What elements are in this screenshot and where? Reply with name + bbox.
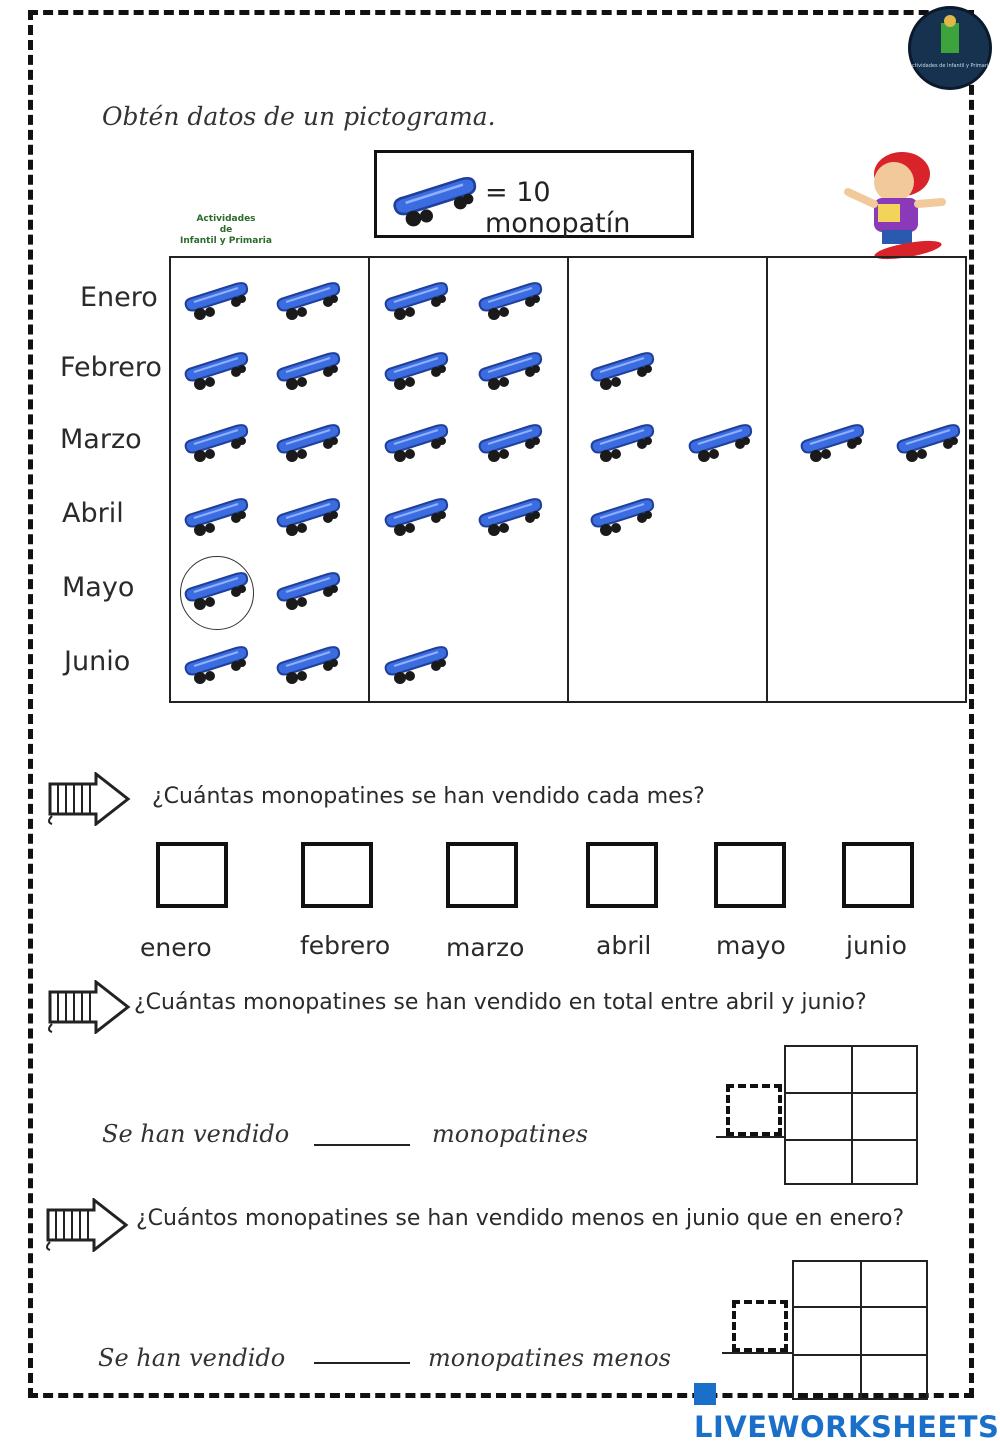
skateboard-icon <box>380 276 450 322</box>
answer-box-marzo[interactable] <box>446 842 518 908</box>
brand-logo <box>908 6 992 90</box>
logo-circle-text: Actividades de Infantil y Primaria <box>911 63 989 69</box>
answer-blank-3[interactable] <box>314 1362 410 1364</box>
skateboard-icon <box>892 418 962 464</box>
skateboard-icon <box>180 346 250 392</box>
grid-divider <box>368 258 370 701</box>
skateboard-icon <box>272 492 342 538</box>
answer-box-mayo[interactable] <box>714 842 786 908</box>
grid-divider <box>766 258 768 701</box>
skateboard-icon <box>380 346 450 392</box>
answer-prefix-3: Se han vendido <box>98 1344 286 1372</box>
question-3: ¿Cuántos monopatines se han vendido menos en junio que en enero? <box>136 1206 905 1231</box>
skateboard-icon <box>586 418 656 464</box>
answer-prefix-2: Se han vendido <box>102 1120 290 1148</box>
skateboard-icon <box>474 418 544 464</box>
answer-blank-2[interactable] <box>314 1144 410 1146</box>
month-label-enero: Enero <box>80 282 158 313</box>
skateboard-icon <box>796 418 866 464</box>
skateboard-icon <box>474 276 544 322</box>
page-title: Obtén datos de un pictograma. <box>102 102 496 131</box>
skateboard-icon <box>272 640 342 686</box>
skateboard-icon <box>474 492 544 538</box>
question-2: ¿Cuántas monopatines se han vendido en total entre abril y junio? <box>134 990 867 1015</box>
pictogram-key <box>374 150 694 238</box>
box-label-febrero: febrero <box>300 931 391 960</box>
skateboard-icon <box>272 276 342 322</box>
arrow-pointer-icon <box>44 980 132 1034</box>
skateboard-icon <box>272 566 342 612</box>
legend-text: = 10 monopatín <box>485 177 631 239</box>
arrow-pointer-icon <box>42 1198 130 1252</box>
skateboard-icon <box>380 418 450 464</box>
liveworksheets-watermark <box>694 1376 1000 1444</box>
arrow-pointer-icon <box>44 772 132 826</box>
skateboard-icon <box>586 492 656 538</box>
skateboard-icon <box>380 640 450 686</box>
logo-emblem-icon <box>911 9 989 87</box>
small-logo <box>176 214 276 247</box>
skateboard-icon <box>180 640 250 686</box>
month-label-abril: Abril <box>62 498 124 529</box>
skateboard-icon <box>383 169 483 229</box>
box-label-mayo: mayo <box>716 931 786 960</box>
calc-grid-2[interactable] <box>784 1045 918 1185</box>
small-logo-line: Infantil y Primaria <box>180 236 272 246</box>
liveworksheets-logo-icon <box>694 1383 716 1405</box>
skateboard-icon <box>380 492 450 538</box>
month-label-marzo: Marzo <box>60 424 142 455</box>
answer-box-enero[interactable] <box>156 842 228 908</box>
skateboard-icon <box>180 418 250 464</box>
skateboard-icon <box>180 492 250 538</box>
skateboard-icon <box>474 346 544 392</box>
month-label-junio: Junio <box>64 646 131 677</box>
carry-box-3[interactable] <box>732 1300 788 1352</box>
carry-box-2[interactable] <box>726 1084 782 1136</box>
box-label-marzo: marzo <box>446 933 525 962</box>
skateboard-icon <box>586 346 656 392</box>
operation-line <box>716 1136 786 1138</box>
mayo-first-icon-circle <box>180 556 254 630</box>
box-label-abril: abril <box>596 931 652 960</box>
box-label-enero: enero <box>140 933 212 962</box>
month-label-mayo: Mayo <box>62 572 135 603</box>
box-label-junio: junio <box>846 931 907 960</box>
pictogram-grid <box>169 256 967 703</box>
answer-box-febrero[interactable] <box>301 842 373 908</box>
month-label-febrero: Febrero <box>60 352 162 383</box>
skateboard-icon <box>272 418 342 464</box>
skater-girl-illustration <box>830 138 950 262</box>
answer-box-abril[interactable] <box>586 842 658 908</box>
question-1: ¿Cuántas monopatines se han vendido cada mes? <box>152 784 705 809</box>
small-logo-line: Actividades <box>196 214 256 224</box>
operation-line <box>722 1352 794 1354</box>
skateboard-icon <box>272 346 342 392</box>
answer-suffix-2: monopatines <box>432 1120 589 1148</box>
skateboard-icon <box>684 418 754 464</box>
answer-box-junio[interactable] <box>842 842 914 908</box>
skateboard-icon <box>180 276 250 322</box>
small-logo-line: de <box>219 225 233 235</box>
answer-suffix-3: monopatines menos <box>428 1344 671 1372</box>
watermark-text: LIVEWORKSHEETS <box>694 1410 1000 1444</box>
grid-divider <box>567 258 569 701</box>
